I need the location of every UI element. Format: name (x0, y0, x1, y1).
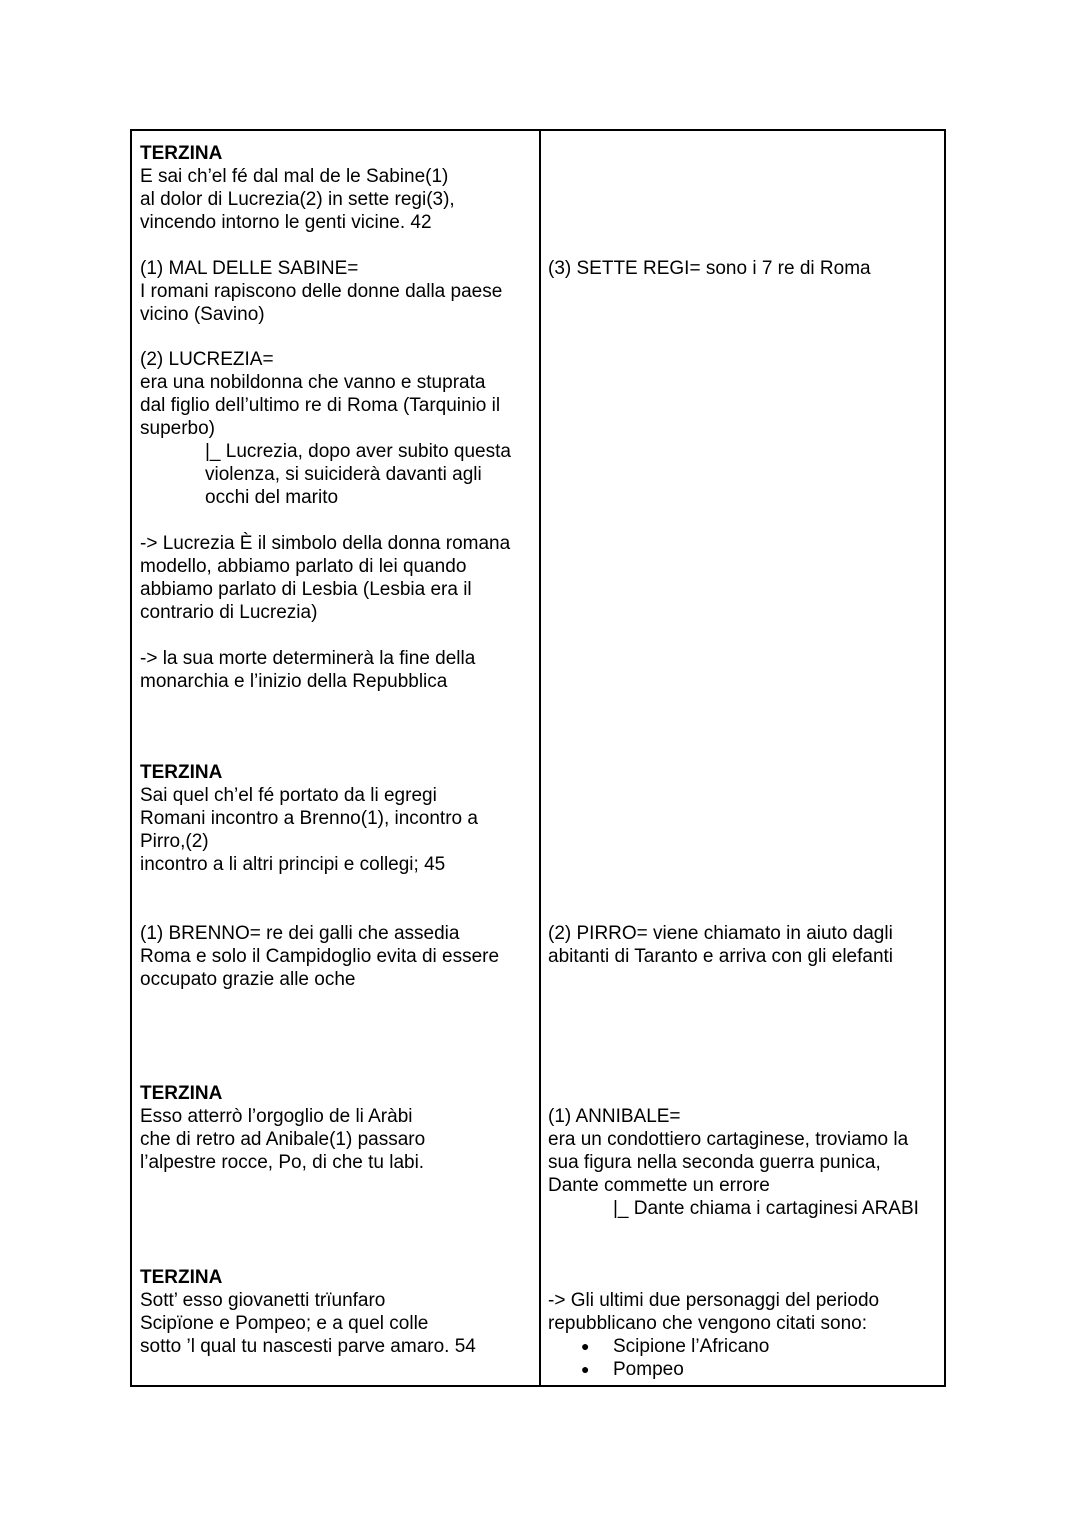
terzina-3 (140, 1082, 425, 1174)
note-subline: occhi del marito (205, 487, 339, 508)
note-line: era un condottiero cartaginese, troviamo la (548, 1129, 909, 1150)
note-annibale (548, 1105, 919, 1220)
terzina-heading: TERZINA (140, 143, 223, 164)
note-title: (1) ANNIBALE= (548, 1106, 681, 1127)
note-subline: violenza, si suiciderà davanti agli (205, 464, 482, 485)
note-line: modello, abbiamo parlato di lei quando (140, 556, 467, 577)
terzina-heading: TERZINA (140, 1267, 223, 1288)
note-line: I romani rapiscono delle donne dalla paese (140, 281, 503, 302)
note-line: monarchia e l’inizio della Repubblica (140, 671, 448, 692)
verse-line: che di retro ad Anibale(1) passaro (140, 1129, 426, 1150)
note-line: Roma e solo il Campidoglio evita di essere (140, 946, 500, 967)
note-lucrezia (140, 348, 511, 509)
terzina-heading: TERZINA (140, 1083, 223, 1104)
verse-line: Esso atterrò l’orgoglio de li Aràbi (140, 1106, 413, 1127)
note-line: sua figura nella seconda guerra punica, (548, 1152, 881, 1173)
verse-line: sotto ’l qual tu nascesti parve amaro. 54 (140, 1336, 476, 1357)
bullet-list (548, 1335, 879, 1381)
terzina-4 (140, 1266, 476, 1358)
note-line: superbo) (140, 418, 215, 439)
note-title: (1) MAL DELLE SABINE= (140, 258, 359, 279)
arrow-note-symbol (140, 532, 510, 624)
note-personaggi (548, 1289, 879, 1381)
note-line: abitanti di Taranto e arriva con gli elefanti (548, 946, 894, 967)
verse-line: vincendo intorno le genti vicine. 42 (140, 212, 432, 233)
note-line: -> Gli ultimi due personaggi del periodo (548, 1290, 880, 1311)
verse-line: incontro a li altri principi e collegi; 45 (140, 854, 446, 875)
note-line: repubblicano che vengono citati sono: (548, 1313, 868, 1334)
note-sette-regi (548, 257, 871, 280)
note-line: occupato grazie alle oche (140, 969, 356, 990)
note-line: contrario di Lucrezia) (140, 602, 318, 623)
verse-line: l’alpestre rocce, Po, di che tu labi. (140, 1152, 425, 1173)
note-line: (1) BRENNO= re dei galli che assedia (140, 923, 460, 944)
note-line: Dante commette un errore (548, 1175, 770, 1196)
note-title: (2) LUCREZIA= (140, 349, 274, 370)
bullet-item: ● Scipione l’Africano (548, 1335, 879, 1358)
terzina-1 (140, 142, 455, 234)
note-line: (2) PIRRO= viene chiamato in aiuto dagli (548, 923, 893, 944)
note-subline: |_ Dante chiama i cartaginesi ARABI (613, 1198, 919, 1219)
note-line: vicino (Savino) (140, 304, 265, 325)
verse-line: Sai quel ch’el fé portato da li egregi (140, 785, 437, 806)
note-line: abbiamo parlato di Lesbia (Lesbia era il (140, 579, 472, 600)
verse-line: al dolor di Lucrezia(2) in sette regi(3), (140, 189, 455, 210)
note-sabine (140, 257, 502, 326)
notes-table (130, 129, 946, 1387)
verse-line: Scipïone e Pompeo; e a quel colle (140, 1313, 429, 1334)
note-line: -> la sua morte determinerà la fine della (140, 648, 476, 669)
verse-line: Pirro,(2) (140, 831, 209, 852)
verse-line: Romani incontro a Brenno(1), incontro a (140, 808, 478, 829)
note-pirro (548, 922, 893, 968)
note-line: dal figlio dell’ultimo re di Roma (Tarquinio il (140, 395, 501, 416)
bullet-item: ● Pompeo (548, 1358, 879, 1381)
verse-line: Sott’ esso giovanetti trïunfaro (140, 1290, 386, 1311)
note-line: -> Lucrezia È il simbolo della donna romana (140, 533, 511, 554)
terzina-heading: TERZINA (140, 762, 223, 783)
arrow-note-republic (140, 647, 475, 693)
note-title: (3) SETTE REGI= sono i 7 re di Roma (548, 258, 871, 279)
note-brenno (140, 922, 499, 991)
note-subline: |_ Lucrezia, dopo aver subito questa (205, 441, 511, 462)
terzina-2 (140, 761, 478, 876)
verse-line: E sai ch’el fé dal mal de le Sabine(1) (140, 166, 449, 187)
column-divider (539, 131, 541, 1385)
note-line: era una nobildonna che vanno e stuprata (140, 372, 486, 393)
